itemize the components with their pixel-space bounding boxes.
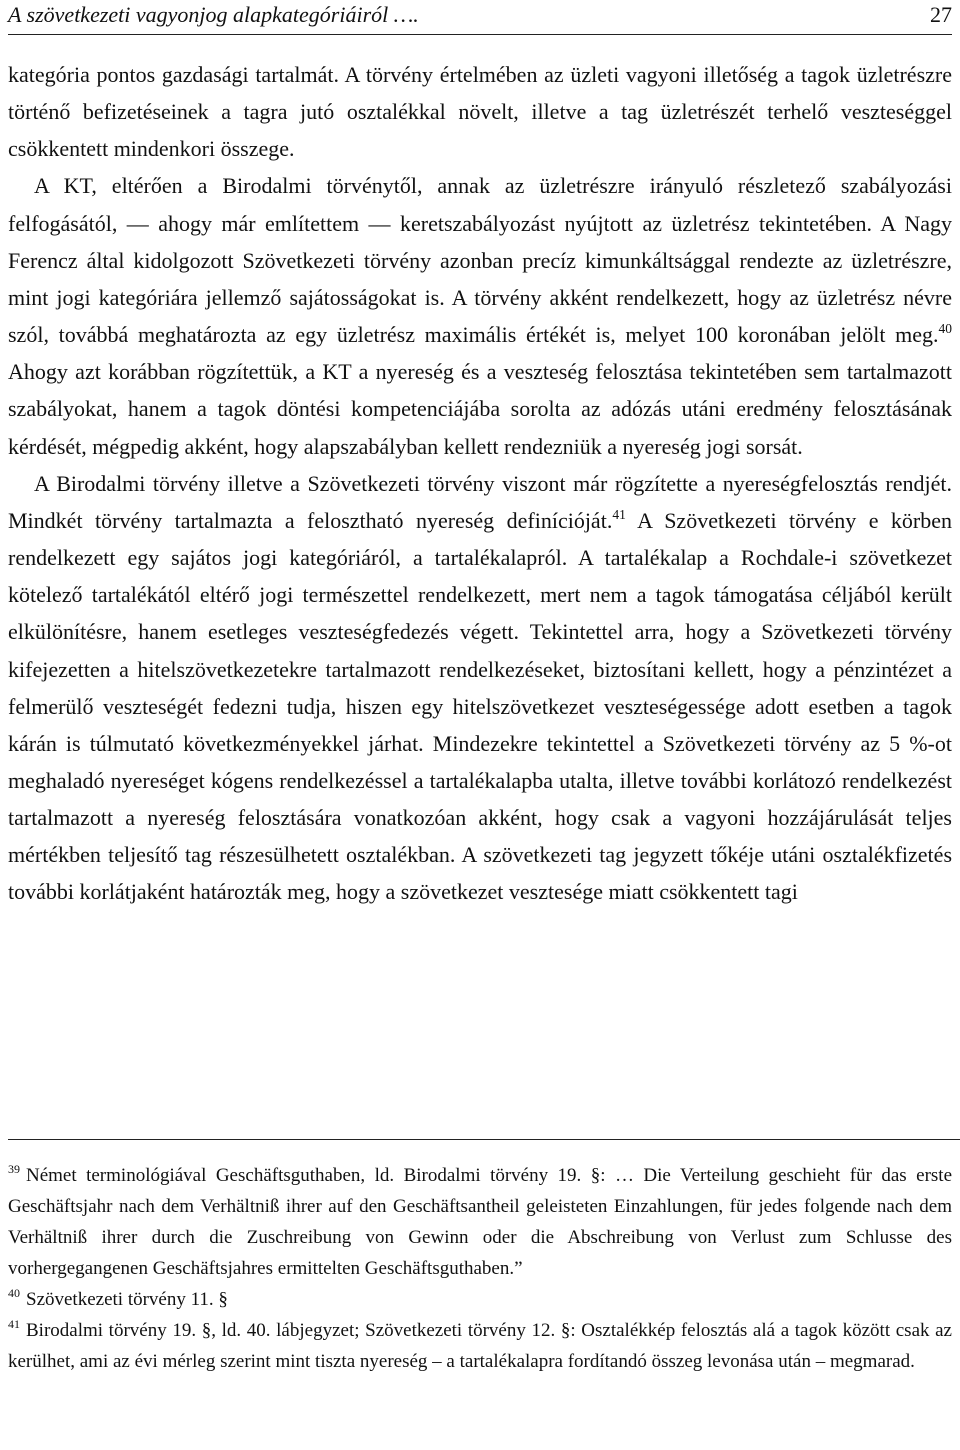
footnote-text-40: Szövetkezeti törvény 11. § [26, 1289, 228, 1310]
paragraph-3-part-2: A Szövetkezeti törvény e körben rendelkezett egy sajátos jogi kategóriáról, a tartalékalapról. A tartalékalap a Rochdale-i szövetkezet kötelező tartalékától eltérő jogi természettel rendelkezett, mert nem a tagok támogatása céljából került elkülönítésre, hanem esetleges veszteségfedezés végett. Tekintettel arra, hogy a Szövetkezeti törvény kifejezetten a hitelszövetkezetekre tartalmazott rendelkezéseket, biztosítani kellett, hogy a pénzintézet a felmerülő veszteségét fedezni tudja, hiszen egy hitelszövetkezet veszteségessége adott esetben a tagok kárán is túlmutató következményekkel járhat. Mindezekre tekintettel a Szövetkezeti törvény az 5 %-ot meghaladó nyereséget kógens rendelkezéssel a tartalékalapba utalta, illetve további korlátozó rendelkezést tartalmazott a nyereség felosztására vonatkozóan akként, hogy csak a vagyoni hozzájárulását teljes mértékben teljesítő tag részesülhetett osztalékban. A szövetkezeti tag jegyzett tőkéje utáni osztalékfizetés további korlátjaként határozták meg, hogy a szövetkezet vesztesége miatt csökkentett tagi [8, 507, 952, 905]
footnote-40 [8, 1284, 952, 1315]
paragraph-2 [8, 167, 952, 464]
paragraph-3 [8, 465, 952, 911]
footnote-text-39: Német terminológiával Geschäftsguthaben, ld. Birodalmi törvény 19. §: … Die Verteilung geschieht für das erste Geschäftsjahr nach dem Verhältniß ihrer auf den Geschäftsantheil geleisteten Einzahlungen, für jedes folgende nach dem Verhältniß ihrer durch die Zuschreibung von Gewinn oder die Abschreibung von Verlust zum Schlusse des vorhergegangenen Geschäftsjahres ermittelten Geschäftsguthaben.” [8, 1165, 952, 1279]
paragraph-2-part-2: Ahogy azt korábban rögzítettük, a KT a nyereség és a veszteség felosztása tekintetében sem tartalmazott szabályokat, hanem a tagok döntési kompetenciájába sorolta az adózás utáni eredmény felosztásának kérdését, mégpedig akként, hogy alapszabályban kellett rendezniük a nyereség jogi sorsát. [8, 359, 952, 459]
main-text [8, 56, 952, 911]
footnotes [8, 1160, 952, 1377]
footnote-text-41: Birodalmi törvény 19. §, ld. 40. lábjegyzet; Szövetkezeti törvény 12. §: Osztalékkép felosztás alá a tagok között csak az kerülhet, ami az évi mérleg szerint mint tiszta nyereség – a tartalékalapra fordítandó összeg levonása után – megmarad. [8, 1320, 952, 1372]
footnote-number-39: 39 [8, 1162, 20, 1176]
paragraph-2-part-1: A KT, eltérően a Birodalmi törvénytől, annak az üzletrészre irányuló részletező szabályozási felfogásától, ― ahogy már említettem ― keretszabályozást nyújtott az üzletrész tekintetében. A Nagy Ferencz által kidolgozott Szövetkezeti törvény azonban precíz kimunkáltsággal rendezte az üzletrészre, mint jogi kategóriára jellemző sajátosságokat is. A törvény akként rendelkezett, hogy az üzletrész névre szól, továbbá meghatározta az egy üzletrész maximális értékét is, melyet 100 koronában jelölt meg. [8, 173, 952, 348]
paragraph-1: kategória pontos gazdasági tartalmát. A törvény értelmében az üzleti vagyoni illetőség a tagok üzletrészre történő befizetéseinek a tagra jutó osztalékkal növelt, illetve a tag üzletrészét terhelő veszteséggel csökkentett mindenkori összege. [8, 62, 952, 162]
footnote-41 [8, 1315, 952, 1377]
footnote-number-40: 40 [8, 1286, 20, 1300]
footnote-39 [8, 1160, 952, 1284]
footnote-number-41: 41 [8, 1317, 20, 1331]
page-number: 27 [930, 2, 952, 27]
footnote-ref-40[interactable]: 40 [938, 321, 952, 337]
paragraph-3-part-1: A Birodalmi törvény illetve a Szövetkezeti törvény viszont már rögzítette a nyereségfelosztás rendjét. Mindkét törvény tartalmazta a felosztható nyereség definícióját. [8, 470, 952, 533]
footnote-separator [8, 1139, 960, 1140]
running-title: A szövetkezeti vagyonjog alapkategóriáiról …. [8, 2, 419, 27]
header-rule [8, 34, 952, 35]
page-header [8, 0, 952, 34]
footnote-ref-41[interactable]: 41 [612, 506, 626, 522]
